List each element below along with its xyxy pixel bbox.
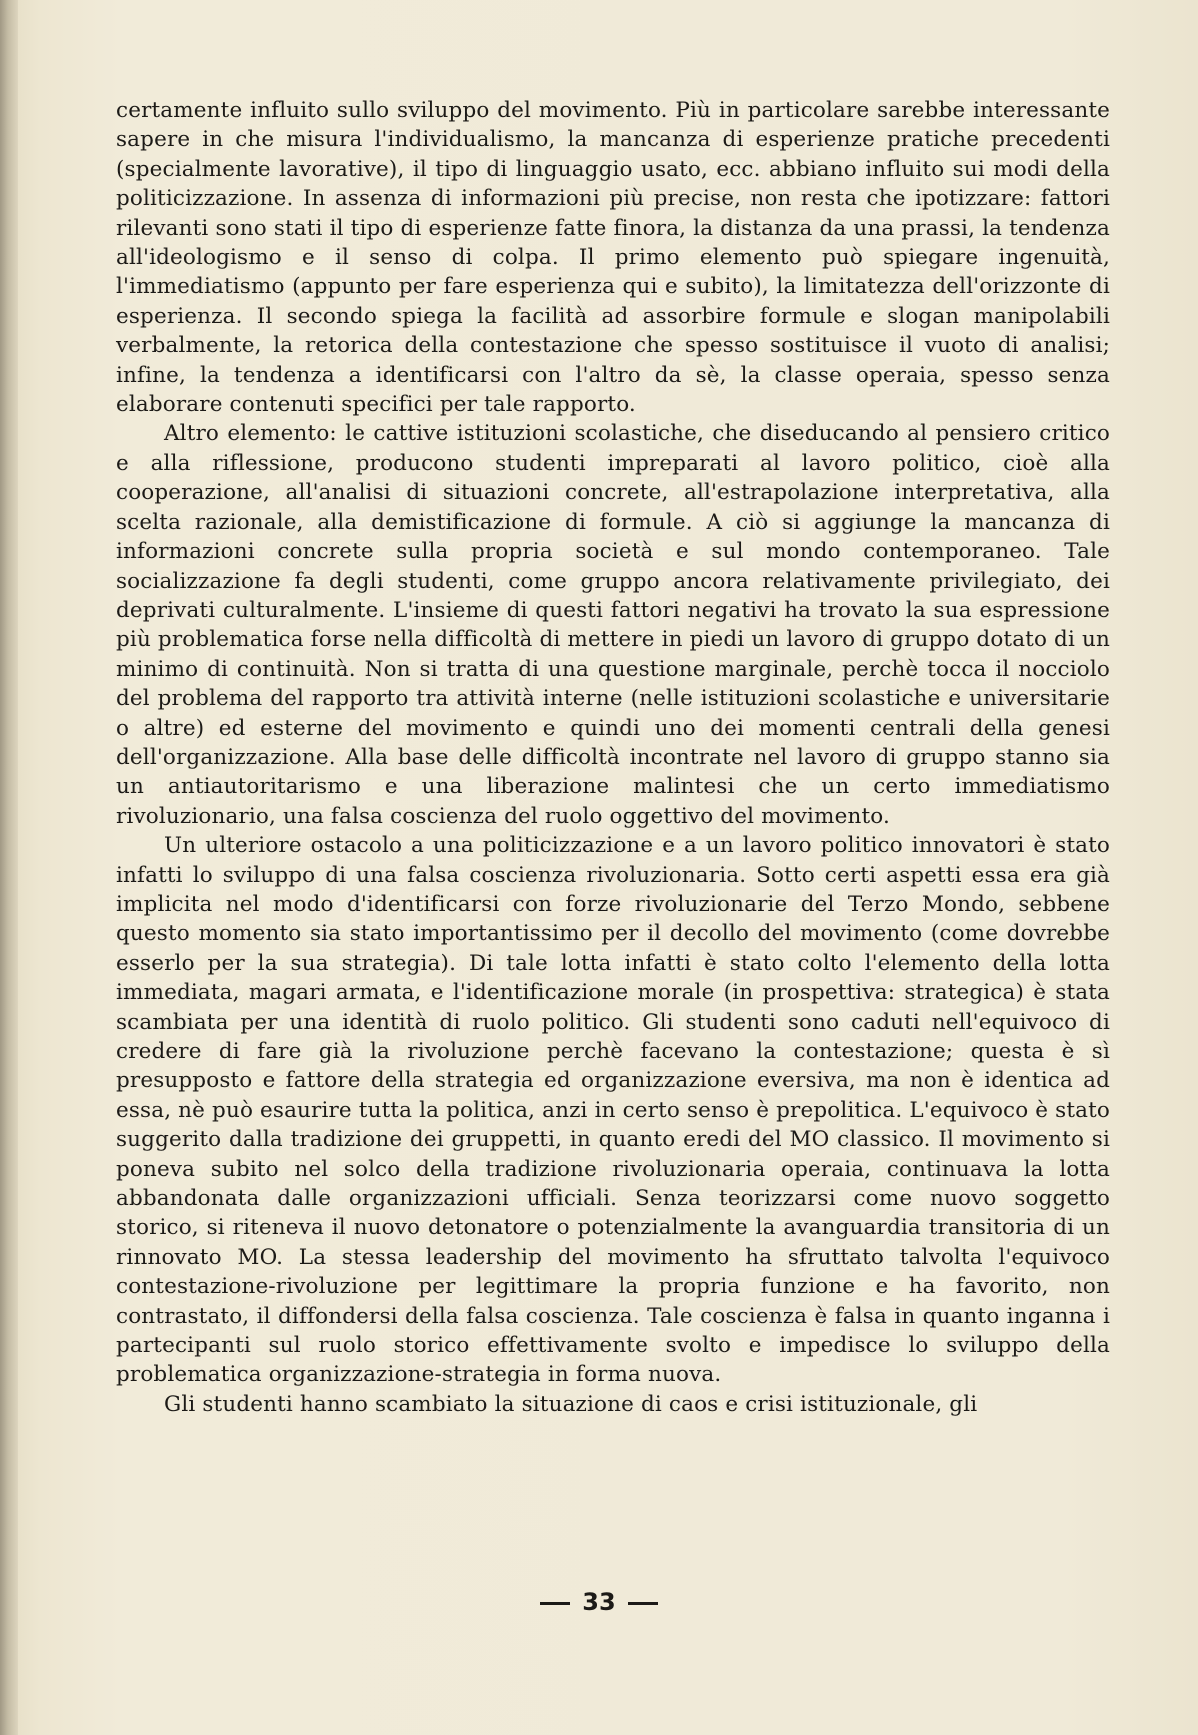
body-text xyxy=(116,96,1110,1419)
paragraph-4: Gli studenti hanno scambiato la situazione di caos e crisi istituzionale, gli xyxy=(164,1391,978,1417)
page-number xyxy=(0,1588,1198,1616)
left-dash xyxy=(540,1602,570,1605)
paragraph-3: Un ulteriore ostacolo a una politicizzazione e a un lavoro politico innovatori è stato infatti lo sviluppo di una falsa coscienza rivoluzionaria. Sotto certi aspetti essa era già implicita nel modo d'identificarsi con forze rivoluzionarie del Terzo Mondo, sebbene questo momento sia stato importantissimo per il decollo del movimento (come dovrebbe esserlo per la sua strategia). Di tale lotta infatti è stato colto l'elemento della lotta immediata, magari armata, e l'identificazione morale (in prospettiva: strategica) è stata scambiata per una identità di ruolo politico. Gli studenti sono caduti nell'equivoco di credere di fare già la rivoluzione perchè facevano la contestazione; questa è sì presupposto e fattore della strategia ed organizzazione eversiva, ma non è identica ad essa, nè può esaurire tutta la politica, anzi in certo senso è prepolitica. L'equivoco è stato suggerito dalla tradizione dei gruppetti, in quanto eredi del MO classico. Il movimento si poneva subito nel solco della tradizione rivoluzionaria operaia, continuava la lotta abbandonata dalle organizzazioni ufficiali. Senza teorizzarsi come nuovo soggetto storico, si riteneva il nuovo detonatore o potenzialmente la avanguardia transitoria di un rinnovato MO. La stessa leadership del movimento ha sfruttato talvolta l'equivoco contestazione-rivoluzione per legittimare la propria funzione e ha favorito, non contrastato, il diffondersi della falsa coscienza. Tale coscienza è falsa in quanto inganna i partecipanti sul ruolo storico effettivamente svolto e impedisce lo sviluppo della problematica organizzazione-strategia in forma nuova. xyxy=(116,833,1110,1388)
paragraph-1: certamente influito sullo sviluppo del movimento. Più in particolare sarebbe interessante sapere in che misura l'individualismo, la mancanza di esperienze pratiche precedenti (specialmente lavorative), il tipo di linguaggio usato, ecc. abbiano influito sui modi della politicizzazione. In assenza di informazioni più precise, non resta che ipotizzare: fattori rilevanti sono stati il tipo di esperienze fatte finora, la distanza da una prassi, la tendenza all'ideologismo e il senso di colpa. Il primo elemento può spiegare ingenuità, l'immediatismo (appunto per fare esperienza qui e subito), la limitatezza dell'orizzonte di esperienza. Il secondo spiega la facilità ad assorbire formule e slogan manipolabili verbalmente, la retorica della contestazione che spesso sostituisce il vuoto di analisi; infine, la tendenza a identificarsi con l'altro da sè, la classe operaia, spesso senza elaborare contenuti specifici per tale rapporto. xyxy=(116,98,1110,418)
page-number-value: 33 xyxy=(582,1588,616,1616)
binding-edge-shadow xyxy=(0,0,18,1735)
right-dash xyxy=(628,1602,658,1605)
paragraph-2: Altro elemento: le cattive istituzioni scolastiche, che diseducando al pensiero critico e alla riflessione, producono studenti impreparati al lavoro politico, cioè alla cooperazione, all'analisi di situazioni concrete, all'estrapolazione interpretativa, alla scelta razionale, alla demistificazione di formule. A ciò si aggiunge la mancanza di informazioni concrete sulla propria società e sul mondo contemporaneo. Tale socializzazione fa degli studenti, come gruppo ancora relativamente privilegiato, dei deprivati culturalmente. L'insieme di questi fattori negativi ha trovato la sua espressione più problematica forse nella difficoltà di mettere in piedi un lavoro di gruppo dotato di un minimo di continuità. Non si tratta di una questione marginale, perchè tocca il nocciolo del problema del rapporto tra attività interne (nelle istituzioni scolastiche e universitarie o altre) ed esterne del movimento e quindi uno dei momenti centrali della genesi dell'organizzazione. Alla base delle difficoltà incontrate nel lavoro di gruppo stanno sia un antiautoritarismo e una liberazione malintesi che un certo immediatismo rivoluzionario, una falsa coscienza del ruolo oggettivo del movimento. xyxy=(116,421,1110,829)
